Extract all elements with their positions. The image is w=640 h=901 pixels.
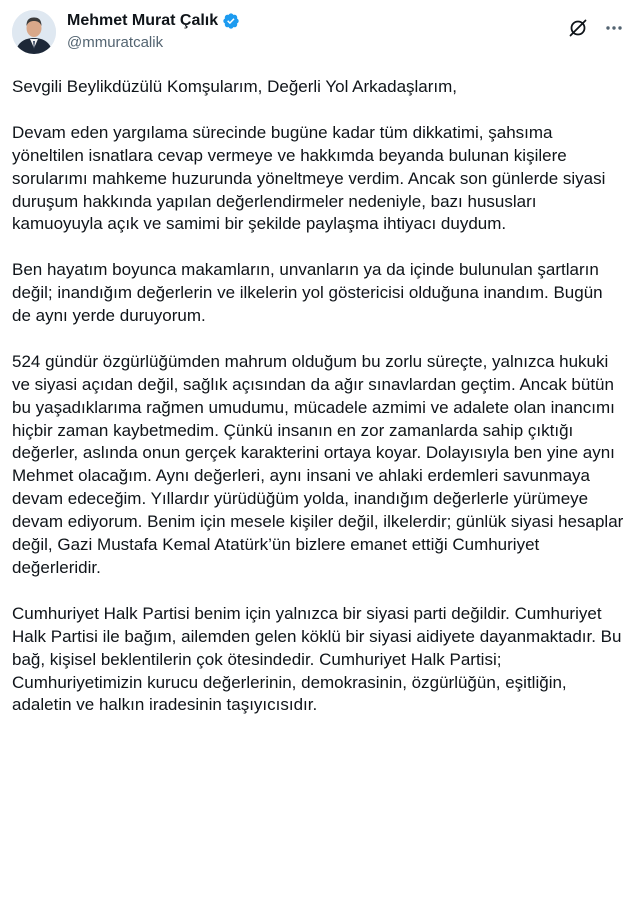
author-block [67,10,240,51]
verified-badge-icon [222,12,240,30]
header-actions [568,18,624,38]
tweet-text [12,76,624,717]
grok-icon[interactable] [568,18,588,38]
tweet-paragraph: Ben hayatım boyunca makamların, unvanların ya da içinde bulunulan şartların değil; inandığım değerlerin ve ilkelerin yol göstericisi olduğuna inandım. Bugün de aynı yerde duruyorum. [12,260,603,326]
more-options-icon[interactable] [604,18,624,38]
tweet-paragraph: Devam eden yargılama sürecinde bugüne kadar tüm dikkatimi, şahsıma yöneltilen isnatlara cevap vermeye ve hakkımda beyanda bulunan kişilere sorularımı mahkeme huzurunda yöneltmeye verdim. Ancak son günlerde siyasi duruşum hakkında yapılan değerlendirmeler nedeniyle, bazı hususları kamuoyuyla açık ve samimi bir şekilde paylaşma ihtiyacı duydum. [12,122,606,234]
avatar[interactable] [12,10,56,54]
author-display-name[interactable]: Mehmet Murat Çalık [67,12,219,29]
tweet-paragraph: 524 gündür özgürlüğümden mahrum olduğum bu zorlu süreçte, yalnızca hukuki ve siyasi açıdan değil, sağlık açısından da ağır sınavlardan geçtim. Ancak bütün bu yaşadıklarıma rağmen umudumu, mücadele azmimi ve adalete olan inancımı hiçbir zaman kaybetmedim. Çünkü insanın en zor zamanlarda sahip çıktığı değerler, aslında onun gerçek karakterini ortaya koyar. Dolayısıyla ben yine aynı Mehmet olacağım. Aynı değerleri, aynı insani ve ahlaki erdemleri savunmaya devam edeceğim. Yıllardır yürüdüğüm yolda, inandığım değerlerle yürümeye devam ediyorum. Benim için mesele kişiler değil, ilkelerdir; günlük siyasi hesaplar değil, Gazi Mustafa Kemal Atatürk’ün bizlere emanet ettiği Cumhuriyet değerleridir. [12,351,624,577]
tweet-paragraph: Sevgili Beylikdüzülü Komşularım, Değerli Yol Arkadaşlarım, [12,77,458,96]
tweet-paragraph: Cumhuriyet Halk Partisi benim için yalnızca bir siyasi parti değildir. Cumhuriyet Halk Partisi ile bağım, ailemden gelen köklü bir siyasi aidiyete dayanmaktadır. Bu bağ, kişisel beklentilerin çok ötesindedir. Cumhuriyet Halk Partisi; Cumhuriyetimizin kurucu değerlerinin, demokrasinin, özgürlüğün, eşitliğin, adaletin ve halkın iradesinin taşıyıcısıdır. [12,603,622,715]
tweet-header [12,6,628,62]
author-handle[interactable]: @mmuratcalik [67,34,164,51]
